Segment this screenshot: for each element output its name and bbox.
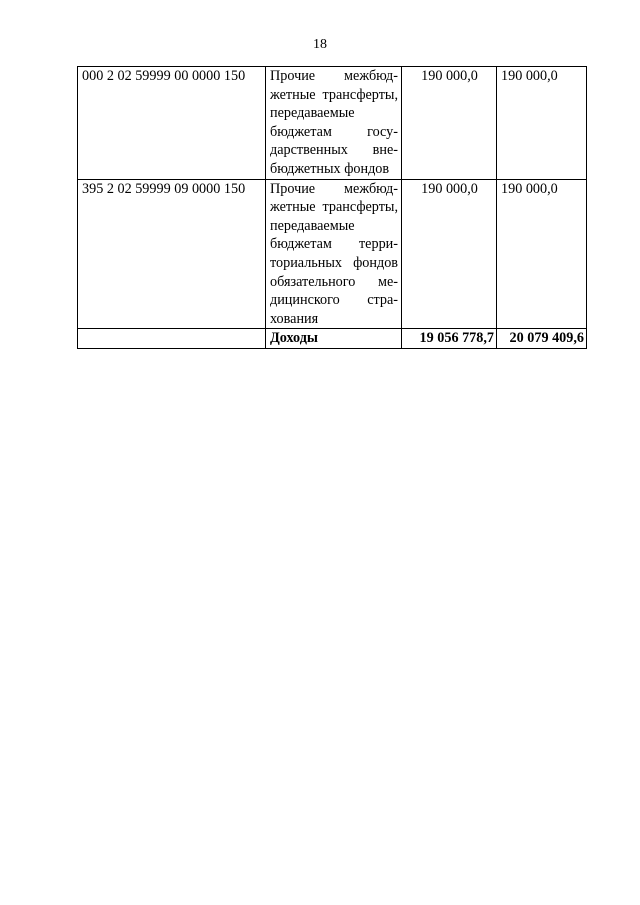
budget-code-cell: 000 2 02 59999 00 0000 150 <box>78 67 266 180</box>
value-cell-year-2: 190 000,0 <box>497 67 587 180</box>
income-name-cell: Прочие межбюджетные трансферты, передаваемые бюджетам государственных внебюджетных фондов <box>266 67 402 180</box>
value-cell-year-2: 190 000,0 <box>497 179 587 329</box>
total-value-year-1: 19 056 778,7 <box>402 329 497 349</box>
table-row <box>78 179 587 329</box>
total-label: Доходы <box>266 329 402 349</box>
total-code-cell <box>78 329 266 349</box>
budget-code-cell: 395 2 02 59999 09 0000 150 <box>78 179 266 329</box>
table-row <box>78 67 587 180</box>
income-name-cell: Прочие межбюджетные трансферты, передаваемые бюджетам территориальных фондов обязательного медицинского страхования <box>266 179 402 329</box>
budget-table <box>77 66 587 349</box>
page-number: 18 <box>313 37 327 52</box>
value-cell-year-1: 190 000,0 <box>402 67 497 180</box>
total-row <box>78 329 587 349</box>
total-value-year-2: 20 079 409,6 <box>497 329 587 349</box>
value-cell-year-1: 190 000,0 <box>402 179 497 329</box>
